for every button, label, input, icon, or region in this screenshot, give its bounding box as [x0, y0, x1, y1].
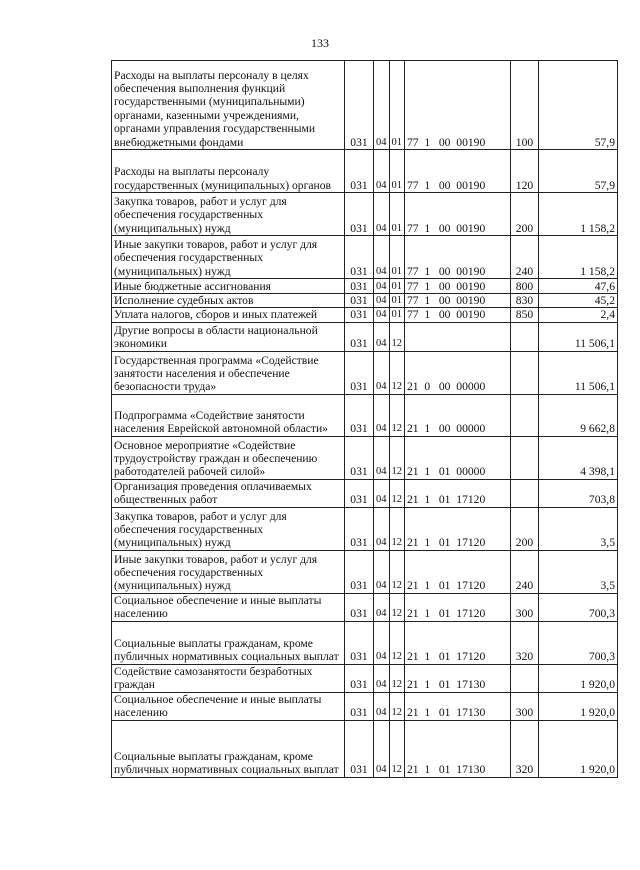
row-expense-type-cell	[511, 351, 539, 394]
row-target-code-cell: 21 1 01 17130	[405, 720, 511, 777]
row-amount-cell: 700,3	[539, 621, 618, 664]
row-section-code-cell: 04	[374, 61, 390, 150]
row-subsection-code-cell: 12	[389, 479, 405, 507]
table-row	[112, 193, 618, 236]
row-subsection-code-cell: 01	[389, 193, 405, 236]
row-name-cell: Социальное обеспечение и иные выплаты населению	[112, 593, 345, 621]
row-admin-code-cell: 031	[345, 322, 374, 351]
row-target-code-cell: 77 1 00 00190	[405, 279, 511, 294]
row-name-cell: Социальные выплаты гражданам, кроме публичных нормативных социальных выплат	[112, 621, 345, 664]
row-admin-code-cell: 031	[345, 593, 374, 621]
row-expense-type-cell: 100	[511, 61, 539, 150]
row-target-code-cell: 21 1 01 17120	[405, 479, 511, 507]
row-admin-code-cell: 031	[345, 621, 374, 664]
row-amount-cell: 2,4	[539, 308, 618, 322]
row-expense-type-cell: 200	[511, 507, 539, 550]
row-subsection-code-cell: 12	[389, 436, 405, 479]
row-subsection-code-cell: 01	[389, 61, 405, 150]
row-subsection-code-cell: 12	[389, 351, 405, 394]
row-section-code-cell: 04	[374, 593, 390, 621]
row-amount-cell: 1 920,0	[539, 664, 618, 692]
row-target-code-cell: 21 1 01 17120	[405, 507, 511, 550]
row-target-code-cell: 21 1 01 17120	[405, 550, 511, 593]
row-name-cell: Закупка товаров, работ и услуг для обеспечения государственных (муниципальных) нужд	[112, 507, 345, 550]
row-target-code-cell: 21 0 00 00000	[405, 351, 511, 394]
row-section-code-cell: 04	[374, 507, 390, 550]
row-section-code-cell: 04	[374, 692, 390, 720]
row-expense-type-cell: 120	[511, 150, 539, 193]
table-row	[112, 308, 618, 322]
row-expense-type-cell: 240	[511, 550, 539, 593]
row-name-cell: Расходы на выплаты персоналу в целях обеспечения выполнения функций государственными (муниципальными) органами, казенными учреждениями, органами управления государственными внебюджетными фондами	[112, 61, 345, 150]
table-row	[112, 621, 618, 664]
row-name-cell: Иные бюджетные ассигнования	[112, 279, 345, 294]
row-target-code-cell: 21 1 01 17130	[405, 664, 511, 692]
row-name-cell: Другие вопросы в области национальной экономики	[112, 322, 345, 351]
row-subsection-code-cell: 12	[389, 720, 405, 777]
row-expense-type-cell: 320	[511, 621, 539, 664]
row-admin-code-cell: 031	[345, 507, 374, 550]
row-subsection-code-cell: 12	[389, 550, 405, 593]
row-admin-code-cell: 031	[345, 692, 374, 720]
row-expense-type-cell: 850	[511, 308, 539, 322]
row-name-cell: Социальное обеспечение и иные выплаты населению	[112, 692, 345, 720]
row-expense-type-cell	[511, 322, 539, 351]
row-amount-cell: 47,6	[539, 279, 618, 294]
row-amount-cell: 4 398,1	[539, 436, 618, 479]
table-row	[112, 720, 618, 777]
table-row	[112, 507, 618, 550]
row-target-code-cell: 21 1 00 00000	[405, 394, 511, 436]
row-expense-type-cell	[511, 664, 539, 692]
row-admin-code-cell: 031	[345, 664, 374, 692]
row-amount-cell: 700,3	[539, 593, 618, 621]
row-target-code-cell: 21 1 01 00000	[405, 436, 511, 479]
row-amount-cell: 57,9	[539, 150, 618, 193]
row-name-cell: Уплата налогов, сборов и иных платежей	[112, 308, 345, 322]
row-name-cell: Государственная программа «Содействие занятости населения и обеспечение безопасности труда»	[112, 351, 345, 394]
table-row	[112, 322, 618, 351]
row-section-code-cell: 04	[374, 479, 390, 507]
row-amount-cell: 1 158,2	[539, 236, 618, 279]
table-row	[112, 279, 618, 294]
row-section-code-cell: 04	[374, 279, 390, 294]
row-section-code-cell: 04	[374, 294, 390, 308]
table-row	[112, 479, 618, 507]
row-name-cell: Исполнение судебных актов	[112, 294, 345, 308]
row-target-code-cell: 77 1 00 00190	[405, 61, 511, 150]
table-row	[112, 394, 618, 436]
table-row	[112, 61, 618, 150]
row-amount-cell: 1 158,2	[539, 193, 618, 236]
table-row	[112, 593, 618, 621]
row-admin-code-cell: 031	[345, 193, 374, 236]
row-admin-code-cell: 031	[345, 308, 374, 322]
row-admin-code-cell: 031	[345, 720, 374, 777]
row-admin-code-cell: 031	[345, 61, 374, 150]
row-target-code-cell	[405, 322, 511, 351]
row-subsection-code-cell: 12	[389, 322, 405, 351]
row-target-code-cell: 77 1 00 00190	[405, 193, 511, 236]
row-expense-type-cell	[511, 479, 539, 507]
table-row	[112, 351, 618, 394]
row-expense-type-cell: 300	[511, 692, 539, 720]
row-section-code-cell: 04	[374, 236, 390, 279]
row-subsection-code-cell: 12	[389, 507, 405, 550]
row-subsection-code-cell: 12	[389, 692, 405, 720]
row-admin-code-cell: 031	[345, 550, 374, 593]
row-subsection-code-cell: 12	[389, 621, 405, 664]
row-admin-code-cell: 031	[345, 479, 374, 507]
table-row	[112, 550, 618, 593]
row-amount-cell: 45,2	[539, 294, 618, 308]
row-admin-code-cell: 031	[345, 279, 374, 294]
row-target-code-cell: 77 1 00 00190	[405, 150, 511, 193]
table-row	[112, 692, 618, 720]
row-admin-code-cell: 031	[345, 150, 374, 193]
row-section-code-cell: 04	[374, 664, 390, 692]
row-section-code-cell: 04	[374, 193, 390, 236]
row-subsection-code-cell: 01	[389, 308, 405, 322]
row-target-code-cell: 77 1 00 00190	[405, 236, 511, 279]
row-expense-type-cell: 320	[511, 720, 539, 777]
row-section-code-cell: 04	[374, 322, 390, 351]
row-target-code-cell: 21 1 01 17130	[405, 692, 511, 720]
row-expense-type-cell: 200	[511, 193, 539, 236]
table-row	[112, 664, 618, 692]
row-subsection-code-cell: 01	[389, 279, 405, 294]
row-amount-cell: 1 920,0	[539, 692, 618, 720]
row-admin-code-cell: 031	[345, 436, 374, 479]
row-name-cell: Содействие самозанятости безработных граждан	[112, 664, 345, 692]
row-target-code-cell: 77 1 00 00190	[405, 294, 511, 308]
row-name-cell: Иные закупки товаров, работ и услуг для обеспечения государственных (муниципальных) нужд	[112, 236, 345, 279]
row-admin-code-cell: 031	[345, 236, 374, 279]
row-name-cell: Закупка товаров, работ и услуг для обеспечения государственных (муниципальных) нужд	[112, 193, 345, 236]
row-subsection-code-cell: 12	[389, 664, 405, 692]
row-name-cell: Социальные выплаты гражданам, кроме публичных нормативных социальных выплат	[112, 720, 345, 777]
table-row	[112, 236, 618, 279]
row-amount-cell: 9 662,8	[539, 394, 618, 436]
row-amount-cell: 11 506,1	[539, 351, 618, 394]
row-subsection-code-cell: 01	[389, 150, 405, 193]
row-name-cell: Основное мероприятие «Содействие трудоустройству граждан и обеспечению работодателей рабочей силой»	[112, 436, 345, 479]
row-amount-cell: 3,5	[539, 550, 618, 593]
row-amount-cell: 3,5	[539, 507, 618, 550]
row-section-code-cell: 04	[374, 550, 390, 593]
row-subsection-code-cell: 01	[389, 236, 405, 279]
row-amount-cell: 57,9	[539, 61, 618, 150]
row-admin-code-cell: 031	[345, 294, 374, 308]
row-section-code-cell: 04	[374, 351, 390, 394]
row-section-code-cell: 04	[374, 720, 390, 777]
row-expense-type-cell: 300	[511, 593, 539, 621]
row-target-code-cell: 77 1 00 00190	[405, 308, 511, 322]
budget-table	[111, 60, 618, 778]
row-amount-cell: 11 506,1	[539, 322, 618, 351]
row-expense-type-cell	[511, 436, 539, 479]
row-section-code-cell: 04	[374, 621, 390, 664]
row-name-cell: Организация проведения оплачиваемых общественных работ	[112, 479, 345, 507]
page-number: 133	[311, 36, 329, 50]
row-name-cell: Иные закупки товаров, работ и услуг для обеспечения государственных (муниципальных) нужд	[112, 550, 345, 593]
budget-table-body	[112, 61, 618, 778]
table-row	[112, 436, 618, 479]
row-expense-type-cell: 240	[511, 236, 539, 279]
table-row	[112, 150, 618, 193]
row-subsection-code-cell: 12	[389, 394, 405, 436]
row-section-code-cell: 04	[374, 394, 390, 436]
row-subsection-code-cell: 01	[389, 294, 405, 308]
row-target-code-cell: 21 1 01 17120	[405, 621, 511, 664]
row-admin-code-cell: 031	[345, 394, 374, 436]
row-section-code-cell: 04	[374, 436, 390, 479]
table-row	[112, 294, 618, 308]
row-target-code-cell: 21 1 01 17120	[405, 593, 511, 621]
row-expense-type-cell: 800	[511, 279, 539, 294]
row-expense-type-cell	[511, 394, 539, 436]
row-section-code-cell: 04	[374, 308, 390, 322]
row-name-cell: Расходы на выплаты персоналу государственных (муниципальных) органов	[112, 150, 345, 193]
row-section-code-cell: 04	[374, 150, 390, 193]
row-expense-type-cell: 830	[511, 294, 539, 308]
row-amount-cell: 703,8	[539, 479, 618, 507]
row-subsection-code-cell: 12	[389, 593, 405, 621]
row-admin-code-cell: 031	[345, 351, 374, 394]
row-name-cell: Подпрограмма «Содействие занятости населения Еврейской автономной области»	[112, 394, 345, 436]
row-amount-cell: 1 920,0	[539, 720, 618, 777]
